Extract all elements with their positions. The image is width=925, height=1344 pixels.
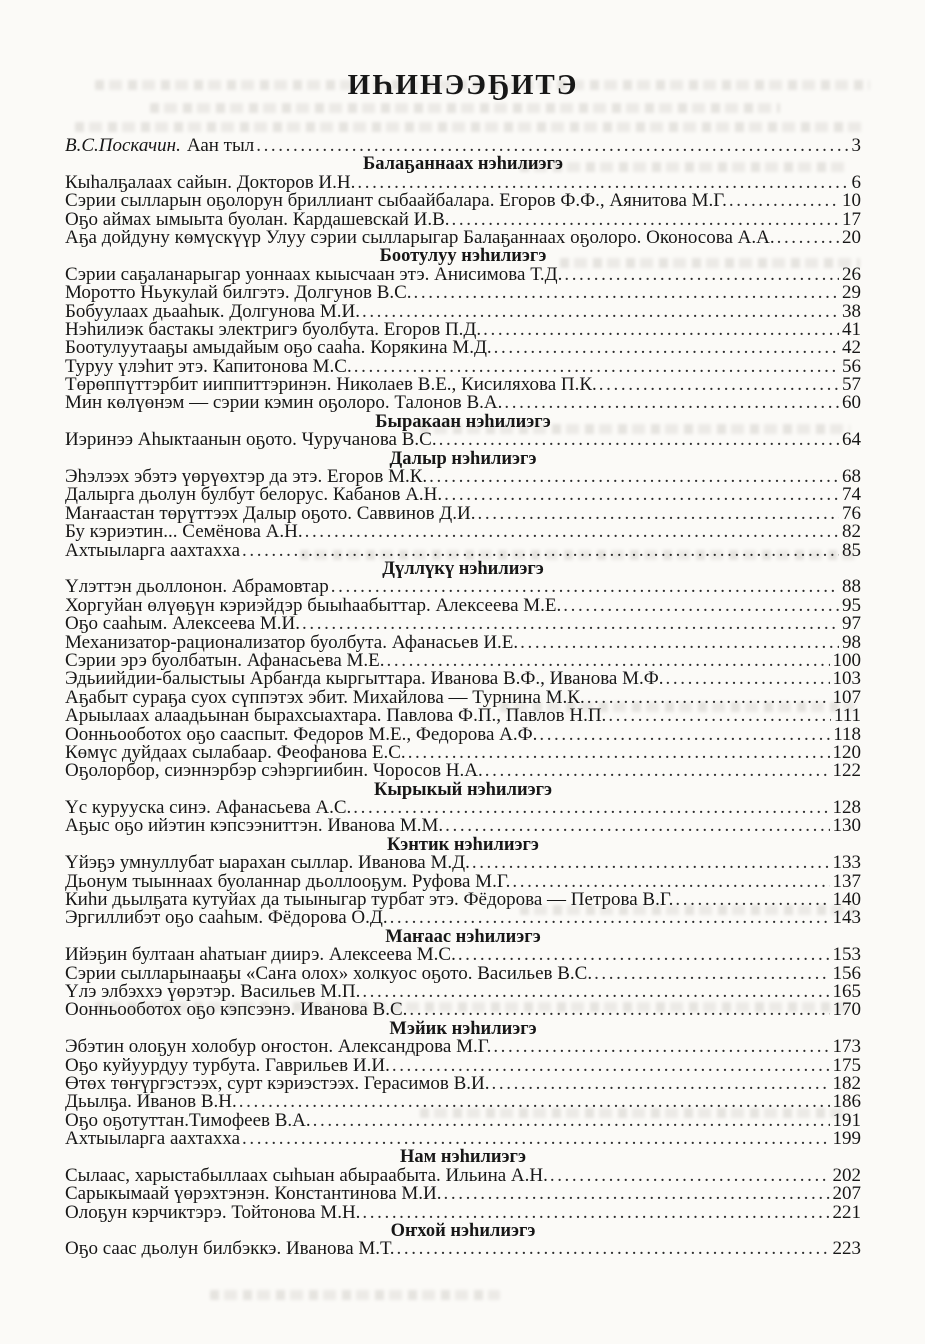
dot-leader [302, 615, 839, 633]
toc-entry-page: 38 [842, 300, 861, 322]
toc-entry-label: Оҕо оҕотуттан.Тимофеев В.А. [65, 1109, 311, 1131]
dot-leader [594, 965, 829, 983]
toc-entry-label: Ийэҕин бултаан аһатыаҥ диирэ. Алексеева М.С. [65, 944, 456, 966]
toc-entry-page: 100 [832, 649, 861, 671]
toc-entry-label: Сэрии эрэ буолбатын. Афанасьева М.Е. [65, 649, 385, 671]
toc-entry [65, 1130, 861, 1148]
toc-entry [65, 1038, 861, 1056]
toc-entry-page: 42 [842, 337, 861, 359]
toc-entry-label: Аҕыс оҕо ийэтин кэпсээниттэн. Иванова М.М. [65, 815, 444, 837]
dot-leader [313, 1112, 830, 1130]
toc-entry-page: 175 [832, 1054, 861, 1076]
dot-leader [539, 726, 830, 744]
toc-entry-label: Арыылаах алаадьынан бырахсыахтара. Павлова Ф.П., Павлов Н.П. [65, 705, 607, 727]
section-header: Быракаан нэһилиэгэ [375, 411, 551, 432]
dot-leader [492, 1075, 830, 1093]
dot-leader [472, 854, 830, 872]
toc-entry-page: 118 [833, 723, 861, 745]
toc-entry-page: 76 [842, 502, 861, 524]
toc-entry-label: Үйэҕэ умнуллубат ыарахан сыллар. Иванова М.Д. [65, 852, 470, 874]
toc-entry [65, 523, 861, 541]
toc-entry-page: 133 [832, 852, 861, 874]
toc-entry [65, 762, 861, 780]
toc-entry-page: 207 [832, 1183, 861, 1205]
dot-leader [504, 394, 839, 412]
toc-entry-label: Иэринээ Аһыктаанын оҕото. Чуручанова В.С. [65, 429, 437, 451]
toc-entry-label: Оҕо сааһым. Алексеева М.И. [65, 613, 301, 635]
toc-entry [65, 578, 861, 596]
dot-leader [362, 983, 829, 1001]
dot-leader [666, 670, 830, 688]
dot-leader [485, 762, 830, 780]
toc-entry-page: 95 [842, 594, 861, 616]
toc-entry-page: 223 [832, 1238, 861, 1260]
toc-entry-label: Сарыкымаай үөрэхтэнэн. Константинова М.И. [65, 1183, 442, 1205]
toc-entry-label: Аан тыл [186, 135, 255, 156]
page-content [65, 70, 861, 1259]
toc-entry-label: Далырга дьолун булбут белорус. Кабанов А.Н. [65, 484, 443, 506]
toc-entry-label: Өтөх төҥүргэстээх, сурт кэриэстээх. Герасимов В.И. [65, 1072, 490, 1094]
toc-entry-label: Боотулуутааҕы амыдайым оҕо сааһа. Корякина М.Д. [65, 337, 492, 359]
toc-entry-label: Сэрии саҕаланарыгар уоннаах кыысчаан этэ. Анисимова Т.Д. [65, 263, 563, 285]
toc-entry-page: 74 [842, 484, 861, 506]
toc-entry-page: 107 [832, 686, 861, 708]
toc-entry-label: Механизатор-рационализатор буолбута. Афанасьев И.Е. [65, 631, 519, 653]
toc-entry-page: 3 [851, 135, 861, 156]
dot-leader [445, 817, 829, 835]
dot-leader [564, 266, 839, 284]
toc-entry-page: 103 [832, 668, 861, 690]
dot-leader [409, 1001, 829, 1019]
toc-entry [65, 615, 861, 633]
dot-leader [599, 376, 839, 394]
toc-entry-page: 57 [842, 374, 861, 396]
toc-entry-page: 140 [832, 889, 861, 911]
toc-entry-page: 64 [842, 429, 861, 451]
toc-entry-label: Маҥаастан төрүттээх Далыр оҕото. Саввинов Д.И. [65, 502, 476, 524]
toc-entry-label: Үс курууска синэ. Афанасьева А.С. [65, 797, 352, 819]
toc-entry-page: 20 [842, 226, 861, 248]
toc-entry-label: Кыһалҕалаах сайын. Докторов И.Н. [65, 171, 356, 193]
toc-list [65, 137, 861, 1259]
toc-entry-page: 202 [832, 1164, 861, 1186]
toc-entry [65, 1093, 861, 1111]
dot-leader [478, 505, 840, 523]
dot-leader [520, 634, 839, 652]
toc-entry-page: 10 [842, 190, 861, 212]
toc-entry-page: 156 [832, 962, 861, 984]
toc-entry-label: Дьонум тыыннаах буоланнар дьоллооҕум. Руфова М.Г. [65, 870, 511, 892]
page-title: ИҺИНЭЭҔИТЭ [347, 69, 579, 101]
toc-entry-label: Олоҕун кэрчиктэрэ. Тойтонова М.Н. [65, 1201, 361, 1223]
dot-leader [429, 468, 839, 486]
toc-entry-page: 137 [832, 870, 861, 892]
dot-leader [563, 597, 839, 615]
toc-entry-label: Төрөппүттэрбит ииппиттэринэн. Николаев В.Е., Кисиляхова П.К. [65, 374, 597, 396]
toc-entry [65, 1201, 861, 1223]
toc-entry-label: Оҕо саас дьолун билбэккэ. Иванова М.Т. [65, 1238, 395, 1260]
dot-leader [390, 909, 830, 927]
section-header: Балаҕаннаах нэһилиэгэ [363, 154, 563, 175]
toc-entry-page: 29 [842, 282, 861, 304]
toc-entry-label: Көмүс дуйдаах сылабаар. Феофанова Е.С. [65, 741, 406, 763]
section-header: Маҥаас нэһилиэгэ [385, 926, 541, 947]
toc-entry-label: Үлэттэн дьоллонон. Абрамовтар [65, 576, 329, 598]
dot-leader [493, 1038, 829, 1056]
toc-entry-label: Ахтыыларга аахтахха [65, 539, 241, 561]
toc-entry-label: Киһи дьылҕата кутуйах да тыыныгар турбат этэ. Фёдорова — Петрова В.Г. [65, 889, 674, 911]
toc-entry-label: Эдьиийдии-балыстыы Арбаҥда кыргыттара. Иванова В.Ф., Иванова М.Ф. [65, 668, 664, 690]
toc-entry-label: Мин көлүөнэм — сэрии кэмин оҕолоро. Талонов В.А. [65, 392, 503, 414]
toc-entry-label: Хоргуйан өлүөҕүн кэриэйдэр быыһаабыттар. Алексеева М.Е. [65, 594, 562, 616]
toc-entry-page: 82 [842, 521, 861, 543]
toc-entry-label: Сэрии сылларын оҕолорун бриллиант сыбаайбалара. Егоров Ф.Ф., Аянитова М.Г. [65, 190, 727, 212]
dot-leader [608, 707, 831, 725]
toc-entry-page: 56 [842, 355, 861, 377]
toc-entry-page: 88 [842, 576, 861, 598]
toc-entry [65, 909, 861, 927]
toc-entry [65, 946, 861, 964]
toc-entry-page: 97 [842, 613, 861, 635]
toc-entry [65, 284, 861, 302]
dot-leader [439, 431, 839, 449]
toc-entry-page: 199 [832, 1128, 861, 1150]
toc-entry [65, 1240, 861, 1258]
toc-entry-page: 122 [832, 760, 861, 782]
toc-entry-label: Эбэтин олоҕун холобур оҥостон. Александрова М.Г. [65, 1036, 492, 1058]
toc-entry-label: Аҕа дойдуну көмүскүүр Улуу сэрии сылларыгар Балаҕаннаах оҕолоро. Оконосова А.А. [65, 226, 775, 248]
toc-entry-label: Оонньооботох оҕо сааспыт. Федоров М.Е., Федорова А.Ф. [65, 723, 538, 745]
section-header: Кырыкый нэһилиэгэ [373, 779, 552, 800]
dot-leader [242, 1130, 829, 1148]
toc-entry-label: Моротто Ньукулай билгэтэ. Долгунов В.С. [65, 282, 412, 304]
section-header: Боотулуу нэһилиэгэ [379, 246, 547, 267]
toc-entry-label: Туруу үлэһит этэ. Капитонова М.С. [65, 355, 352, 377]
dot-leader [550, 1167, 830, 1185]
dot-leader [444, 486, 839, 504]
toc-entry [65, 192, 861, 210]
dot-leader [239, 1093, 830, 1111]
dot-leader [458, 946, 830, 964]
toc-entry [65, 854, 861, 872]
dot-leader [729, 192, 839, 210]
section-header: Далыр нэһилиэгэ [389, 448, 537, 469]
toc-entry-label: Сылаас, харыстабыллаах сыһыан абыраабыта. Ильина А.Н. [65, 1164, 548, 1186]
toc-entry-label: Нэһилиэк бастакы электригэ буолбута. Егоров П.Д. [65, 318, 482, 340]
toc-entry-page: 26 [842, 263, 861, 285]
toc-entry-label: Аҕабыт сураҕа суох сүппэтэх эбит. Михайлова — Турнина М.К. [65, 686, 585, 708]
toc-entry-author-lead: В.С.Поскачин. [65, 135, 181, 156]
toc-entry-label: Сэрии сылларынааҕы «Саҥа олох» холкуос оҕото. Васильев В.С. [65, 962, 593, 984]
toc-entry [65, 707, 861, 725]
toc-entry-label: Эһэлээх эбэтэ үөрүөхтэр да этэ. Егоров М.К. [65, 466, 428, 488]
toc-entry-page: 111 [833, 705, 861, 727]
toc-entry [65, 539, 861, 561]
dot-leader [305, 523, 839, 541]
toc-entry [65, 431, 861, 449]
toc-entry [65, 1001, 861, 1019]
toc-entry-label: Оҕо куйуурдуу турбута. Гаврильев И.И. [65, 1054, 390, 1076]
toc-entry [65, 137, 861, 155]
bleedthrough-artifact [210, 1290, 500, 1300]
toc-entry-page: 98 [842, 631, 861, 653]
dot-leader [777, 229, 839, 247]
toc-entry-page: 221 [832, 1201, 861, 1223]
toc-entry-page: 6 [851, 171, 861, 193]
dot-leader [444, 1185, 830, 1203]
dot-leader [494, 339, 839, 357]
toc-entry-page: 143 [832, 907, 861, 929]
toc-entry-label: Ахтыыларга аахтахха [65, 1128, 241, 1150]
toc-entry [65, 339, 861, 357]
toc-entry [65, 226, 861, 248]
toc-entry-page: 60 [842, 392, 861, 414]
toc-entry-label: Эргиллибэт оҕо сааһым. Фёдорова О.Д. [65, 907, 388, 929]
toc-entry-page: 170 [832, 999, 861, 1021]
toc-entry-label: Бобуулаах дьааһык. Долгунова М.И. [65, 300, 360, 322]
section-header: Кэнтик нэһилиэгэ [387, 834, 539, 855]
dot-leader [256, 137, 848, 155]
dot-leader [397, 1240, 830, 1258]
toc-entry-label: Бу кэриэтин... Семёнова А.Н. [65, 521, 303, 543]
section-header: Нам нэһилиэгэ [400, 1147, 526, 1168]
toc-entry-page: 173 [832, 1036, 861, 1058]
toc-entry [65, 1185, 861, 1203]
dot-leader [414, 284, 839, 302]
dot-leader [483, 321, 839, 339]
section-header: Дүллүкү нэһилиэгэ [382, 558, 544, 579]
toc-entry-label: Оҕо аймах ымыыта буолан. Кардашевскай И.В. [65, 208, 450, 230]
toc-entry-page: 85 [842, 539, 861, 561]
toc-entry [65, 670, 861, 688]
toc-entry [65, 817, 861, 835]
toc-entry-page: 186 [832, 1091, 861, 1113]
toc-entry-page: 191 [832, 1109, 861, 1131]
toc-entry-label: Үлэ элбэххэ үөрэтэр. Васильев М.П. [65, 980, 361, 1002]
toc-entry-page: 182 [832, 1072, 861, 1094]
toc-entry-label: Оҕолорбор, сиэннэрбэр сэһэргиибин. Чоросов Н.А. [65, 760, 483, 782]
dot-leader [587, 689, 830, 707]
toc-entry-page: 128 [832, 797, 861, 819]
toc-entry-page: 68 [842, 466, 861, 488]
toc-entry-label: Дьылҕа. Иванов В.Н. [65, 1091, 237, 1113]
dot-leader [242, 542, 839, 560]
toc-entry-page: 41 [842, 318, 861, 340]
dot-leader [362, 1204, 829, 1222]
toc-entry-page: 130 [832, 815, 861, 837]
toc-entry [65, 394, 861, 412]
section-header: Оҥхой нэһилиэгэ [390, 1221, 536, 1242]
toc-entry-page: 120 [832, 741, 861, 763]
dot-leader [675, 891, 829, 909]
toc-entry-page: 17 [842, 208, 861, 230]
toc-entry-label: Оонньооботох оҕо кэпсээнэ. Иванова В.С. [65, 999, 408, 1021]
toc-entry-page: 153 [832, 944, 861, 966]
section-header: Мэйик нэһилиэгэ [389, 1018, 537, 1039]
toc-entry-page: 165 [832, 980, 861, 1002]
